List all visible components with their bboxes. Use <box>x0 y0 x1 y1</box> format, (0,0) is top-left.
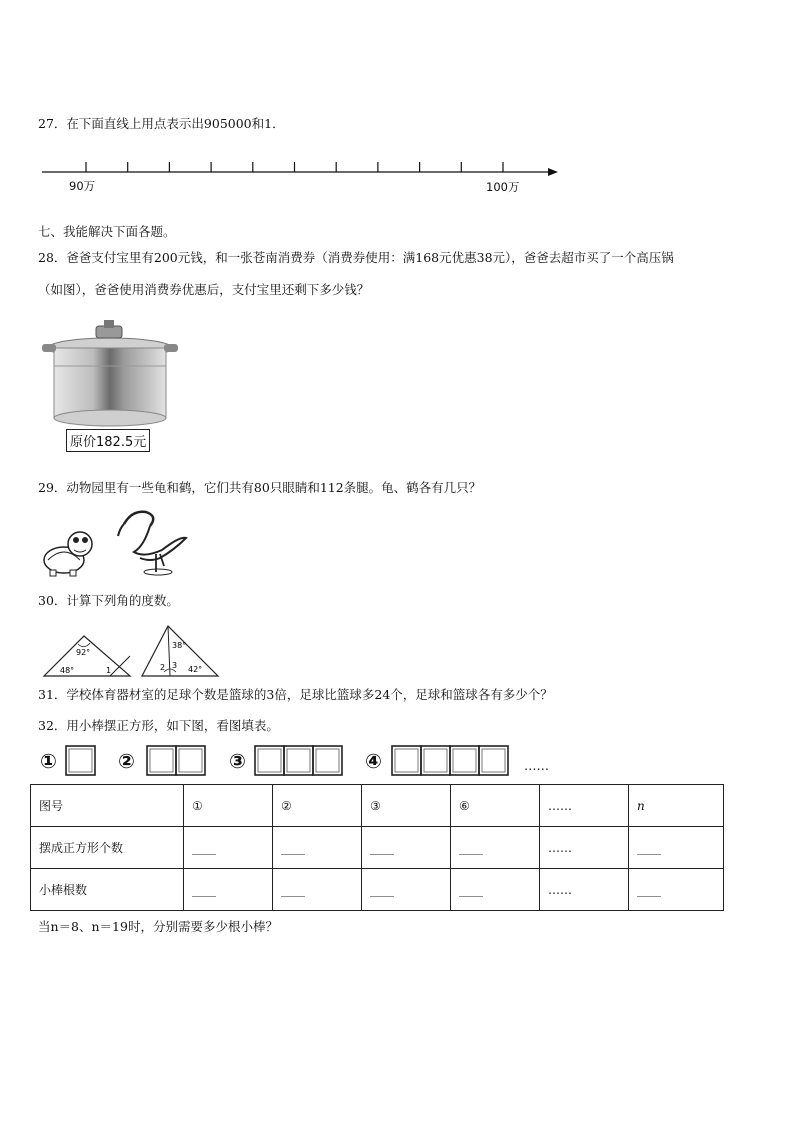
question-31 <box>38 687 553 703</box>
matchstick-inner <box>453 749 476 772</box>
tri2-right-angle: 42° <box>188 665 203 674</box>
matchstick-inner <box>424 749 447 772</box>
question-number: 31． <box>38 687 67 702</box>
table-row-sticks <box>31 869 724 911</box>
question-text: 爸爸支付宝里有200元钱，和一张苍南消费券（消费券使用：满168元优惠38元），爸爸去超市买了一个高压锅 <box>66 250 674 265</box>
matchstick-inner <box>287 749 310 772</box>
question-text: 学校体育器材室的足球个数是篮球的3倍，足球比篮球多24个，足球和篮球各有多少个？ <box>66 687 553 702</box>
matchstick-square <box>421 746 450 775</box>
table-cell[interactable]: ____ <box>184 827 273 869</box>
matchstick-square <box>147 746 176 775</box>
number-line-label-left: 90万 <box>69 179 96 193</box>
number-line-ticks <box>86 162 503 172</box>
figure-3-label: ③ <box>229 749 246 773</box>
question-text: 在下面直线上用点表示出905000和1． <box>66 116 285 131</box>
question-number: 28． <box>38 250 67 265</box>
table-cell[interactable]: ____ <box>273 827 362 869</box>
question-32-followup: 当n＝8、n＝19时，分别需要多少根小棒？ <box>38 919 278 934</box>
matchstick-figure-3 <box>255 746 342 775</box>
matchstick-figure-2 <box>147 746 205 775</box>
table-cell: 摆成正方形个数 <box>31 827 184 869</box>
turtle-image <box>40 508 110 578</box>
matchstick-inner <box>482 749 505 772</box>
question-number: 29． <box>38 480 67 495</box>
question-number: 32． <box>38 718 67 733</box>
table-cell: 图号 <box>31 785 184 827</box>
figure-1-label: ① <box>40 749 57 773</box>
table-cell[interactable]: ____ <box>273 869 362 911</box>
tri2-angle-3: 3 <box>172 661 178 670</box>
tri1-left-angle: 48° <box>60 666 75 675</box>
table-cell: …… <box>540 827 629 869</box>
matchstick-inner <box>395 749 418 772</box>
triangle-2 <box>142 626 218 676</box>
question-30 <box>38 593 179 609</box>
matchstick-square <box>176 746 205 775</box>
matchstick-square <box>450 746 479 775</box>
matchstick-square <box>479 746 508 775</box>
table-cell[interactable]: ____ <box>629 827 724 869</box>
number-line-label-right: 100万 <box>486 180 520 194</box>
table-cell: ② <box>273 785 362 827</box>
triangle-1 <box>44 636 130 676</box>
matchstick-figure-1 <box>66 746 95 775</box>
table-cell: 小棒根数 <box>31 869 184 911</box>
question-28-line1 <box>38 250 674 266</box>
question-text: 用小棒摆正方形，如下图，看图填表。 <box>66 718 279 733</box>
tri1-top-angle: 92° <box>76 648 91 657</box>
matchstick-square <box>392 746 421 775</box>
table-cell[interactable]: ____ <box>362 869 451 911</box>
table-cell: ③ <box>362 785 451 827</box>
table-cell: ① <box>184 785 273 827</box>
matchstick-square <box>66 746 95 775</box>
matchstick-square <box>255 746 284 775</box>
table-row-squares <box>31 827 724 869</box>
tri2-top-angle: 38° <box>172 641 187 650</box>
tri2-angle-2: 2 <box>160 663 166 672</box>
question-text: 动物园里有一些龟和鹤，它们共有80只眼睛和112条腿。龟、鹤各有几只？ <box>66 480 482 495</box>
table-cell: …… <box>540 785 629 827</box>
matchstick-inner <box>69 749 92 772</box>
matchstick-inner <box>258 749 281 772</box>
question-29 <box>38 480 481 496</box>
section-7-heading: 七、我能解决下面各题。 <box>38 224 176 239</box>
question-number: 27． <box>38 116 67 131</box>
table-cell[interactable]: ____ <box>184 869 273 911</box>
pressure-cooker-image <box>40 318 185 430</box>
matchstick-inner <box>150 749 173 772</box>
figure-2-label: ② <box>118 749 135 773</box>
matchstick-inner <box>179 749 202 772</box>
table-cell[interactable]: ____ <box>451 827 540 869</box>
question-32 <box>38 718 279 734</box>
matchstick-square <box>284 746 313 775</box>
crane-image <box>114 506 189 578</box>
figure-4-label: ④ <box>365 749 382 773</box>
figures-ellipsis: …… <box>524 758 549 773</box>
table-cell: …… <box>540 869 629 911</box>
table-cell: ⑥ <box>451 785 540 827</box>
matchstick-inner <box>316 749 339 772</box>
table-row-header <box>31 785 724 827</box>
number-line-arrow <box>548 168 558 176</box>
matchstick-square <box>313 746 342 775</box>
matchstick-figures <box>0 740 560 784</box>
fill-in-table <box>30 784 724 911</box>
question-27 <box>38 116 285 132</box>
table-cell[interactable]: ____ <box>451 869 540 911</box>
table-cell[interactable]: ____ <box>629 869 724 911</box>
question-number: 30． <box>38 593 67 608</box>
table-cell[interactable]: ____ <box>362 827 451 869</box>
tri1-angle-1: 1 <box>106 666 112 675</box>
angle-triangles <box>40 622 230 678</box>
table-cell: n <box>629 785 724 827</box>
matchstick-figure-4 <box>392 746 508 775</box>
question-28-line2: （如图），爸爸使用消费券优惠后，支付宝里还剩下多少钱？ <box>38 282 370 297</box>
price-tag: 原价182.5元 <box>66 429 150 452</box>
question-text: 计算下列角的度数。 <box>66 593 179 608</box>
